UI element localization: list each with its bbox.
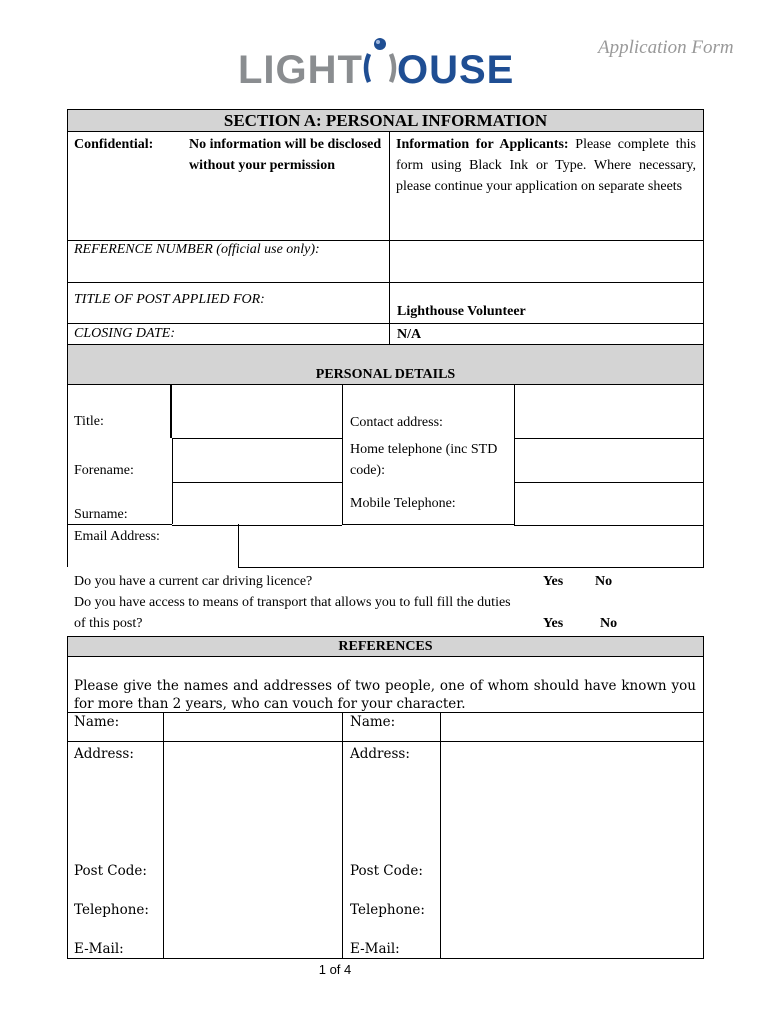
mobile-telephone-field[interactable]: [515, 483, 702, 524]
ref1-address-field[interactable]: [164, 742, 341, 957]
ref1-address-label: Address:: [74, 746, 134, 762]
info-text: Please complete this form using Black Ink or Type. Where necessary, please continue your application on separate sheets: [396, 137, 696, 194]
ref1-postcode-label: Post Code:: [74, 863, 147, 879]
transport-question: Do you have access to means of transport that allows you to full fill the duties of this post?: [74, 595, 511, 631]
ref2-telephone-label: Telephone:: [350, 902, 425, 918]
closing-date-label: CLOSING DATE:: [74, 326, 175, 341]
home-telephone-label: Home telephone (inc STD code):: [350, 442, 498, 478]
logo-lighthouse-icon: [363, 48, 397, 88]
ref2-name-field[interactable]: [441, 713, 702, 740]
ref1-telephone-label: Telephone:: [74, 902, 149, 918]
ref2-address-label: Address:: [350, 746, 410, 762]
title-label: Title:: [74, 414, 104, 429]
home-telephone-field[interactable]: [515, 439, 702, 481]
title-field[interactable]: [173, 385, 341, 437]
transport-no[interactable]: No: [600, 616, 618, 631]
section-a-title: SECTION A: PERSONAL INFORMATION: [223, 111, 548, 130]
email-address-label: Email Address:: [74, 529, 160, 544]
ref2-address-field[interactable]: [441, 742, 702, 957]
surname-field[interactable]: [173, 483, 341, 524]
driving-licence-no[interactable]: No: [595, 574, 613, 589]
ref1-email-label: E-Mail:: [74, 941, 124, 957]
forename-label: Forename:: [74, 463, 134, 478]
ref2-email-label: E-Mail:: [350, 941, 400, 957]
logo-right-text: OUSE: [396, 48, 515, 92]
confidential-label: Confidential:: [74, 137, 154, 152]
personal-details-heading: PERSONAL DETAILS: [315, 367, 456, 382]
driving-licence-yes[interactable]: Yes: [543, 574, 564, 589]
transport-yes[interactable]: Yes: [543, 616, 564, 631]
post-applied-value[interactable]: Lighthouse Volunteer: [397, 304, 526, 319]
surname-label: Surname:: [74, 507, 128, 522]
logo: [238, 48, 514, 93]
email-address-field[interactable]: [239, 525, 702, 566]
references-heading: REFERENCES: [338, 639, 433, 654]
contact-address-field[interactable]: [515, 385, 702, 437]
ref1-name-field[interactable]: [164, 713, 341, 740]
ref1-name-label: Name:: [74, 714, 120, 730]
contact-address-label: Contact address:: [350, 415, 443, 430]
logo-left-text: LIGHT: [238, 48, 363, 92]
post-applied-label: TITLE OF POST APPLIED FOR:: [74, 292, 265, 307]
ref2-name-label: Name:: [350, 714, 396, 730]
reference-number-value[interactable]: [396, 244, 696, 274]
document-label: Application Form: [598, 37, 734, 58]
info-label: Information for Applicants:: [396, 137, 569, 152]
ref2-postcode-label: Post Code:: [350, 863, 423, 879]
forename-field[interactable]: [173, 439, 341, 481]
references-intro: Please give the names and addresses of two people, one of whom should have known you for more than 2 years, who can vouch for your character.: [74, 678, 696, 712]
reference-number-label: REFERENCE NUMBER (official use only):: [74, 242, 320, 257]
driving-licence-question: Do you have a current car driving licence?: [74, 574, 313, 589]
info-for-applicants: [396, 134, 696, 197]
mobile-telephone-label: Mobile Telephone:: [350, 496, 456, 511]
closing-date-value[interactable]: N/A: [397, 327, 422, 342]
page-number: 1 of 4: [318, 962, 352, 977]
confidential-text: No information will be disclosed without your permission: [189, 137, 382, 173]
